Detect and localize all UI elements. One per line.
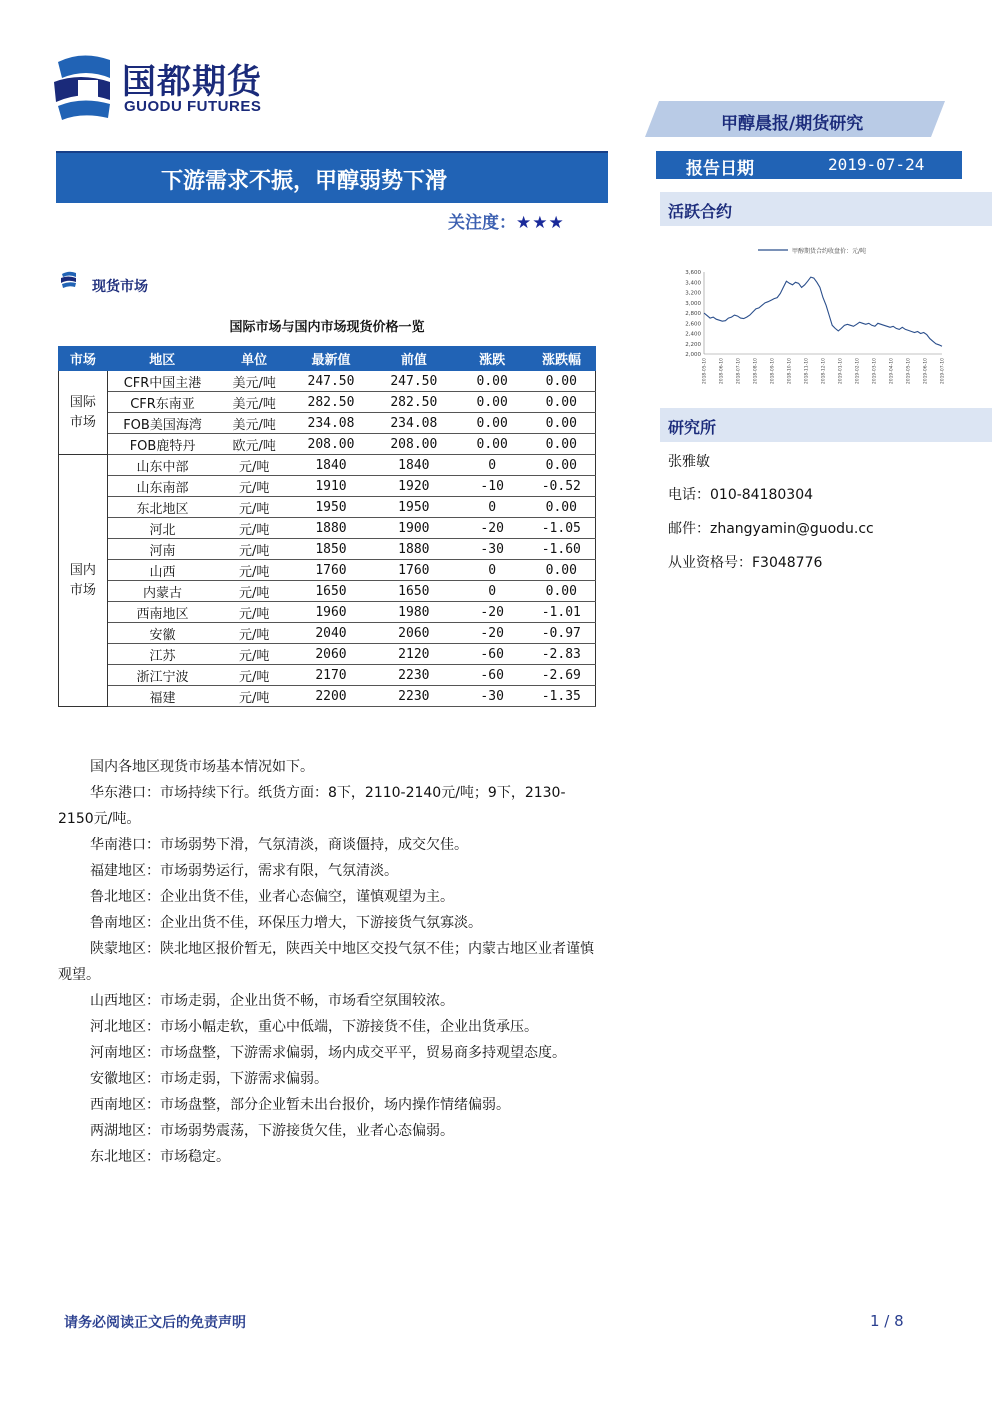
x-tick-label: 2018-12-10: [821, 358, 827, 385]
commentary-paragraph: 安徽地区：市场走弱，下游需求偏弱。: [90, 1071, 328, 1087]
x-tick-label: 2019-04-10: [889, 358, 895, 385]
column-header: 单位: [217, 347, 291, 371]
table-cell: 0.00: [457, 371, 528, 392]
researcher-name: 张雅敏: [668, 454, 710, 470]
table-row: [59, 476, 596, 497]
table-cell: 元/吨: [217, 476, 291, 497]
institute-heading: [660, 408, 992, 442]
commentary-paragraph: 西南地区：市场盘整，部分企业暂未出台报价，场内操作情绪偏弱。: [90, 1097, 510, 1113]
table-cell: -2.83: [528, 644, 596, 665]
section-logo-icon: [60, 270, 78, 288]
series-line: [704, 277, 942, 346]
column-header: 涨跌: [457, 347, 528, 371]
table-cell: 元/吨: [217, 686, 291, 707]
table-row: [59, 602, 596, 623]
table-row: [59, 434, 596, 455]
table-cell: 美元/吨: [217, 413, 291, 434]
table-cell: 0: [457, 581, 528, 602]
table-cell: 0.00: [528, 455, 596, 476]
table-body: [59, 371, 596, 707]
table-cell: 1760: [291, 560, 371, 581]
table-cell: -60: [457, 644, 528, 665]
table-cell: -30: [457, 539, 528, 560]
table-row: [59, 392, 596, 413]
table-cell: 1880: [291, 518, 371, 539]
table-cell: 东北地区: [107, 497, 217, 518]
column-header: 市场: [59, 347, 108, 371]
table-cell: 元/吨: [217, 644, 291, 665]
table-row: [59, 560, 596, 581]
y-tick-label: 3,200: [685, 290, 701, 297]
table-cell: 元/吨: [217, 602, 291, 623]
table-cell: 1840: [371, 455, 457, 476]
commentary-paragraph: 陕蒙地区：陕北地区报价暂无，陕西关中地区交投气氛不佳；内蒙古地区业者谨慎观望。: [58, 941, 594, 983]
table-cell: 2060: [291, 644, 371, 665]
table-cell: 208.00: [291, 434, 371, 455]
column-header: 地区: [107, 347, 217, 371]
commentary-paragraph: 国内各地区现货市场基本情况如下。: [90, 759, 314, 775]
table-row: [59, 497, 596, 518]
table-cell: 0: [457, 560, 528, 581]
y-tick-label: 2,800: [685, 311, 701, 317]
commentary-paragraph: 华东港口：市场持续下行。纸货方面：8下，2110-2140元/吨；9下，2130-2150元/吨。: [58, 785, 566, 827]
y-tick-label: 2,000: [685, 352, 701, 358]
page-number: 1 / 8: [870, 1312, 904, 1330]
logo-text-cn: 国都期货: [122, 62, 262, 102]
researcher-license: 从业资格号：F3048776: [668, 555, 823, 571]
x-tick-label: 2019-07-10: [940, 358, 946, 385]
table-cell: 元/吨: [217, 497, 291, 518]
table-cell: 1880: [371, 539, 457, 560]
researcher-phone: 电话：010-84180304: [668, 487, 814, 503]
table-cell: 1650: [371, 581, 457, 602]
table-cell: FOB美国海湾: [107, 413, 217, 434]
researcher-email[interactable]: 邮件：zhangyamin@guodu.cc: [668, 521, 874, 537]
table-cell: 0.00: [528, 560, 596, 581]
table-row: [59, 665, 596, 686]
table-row: [59, 371, 596, 392]
commentary-paragraph: 鲁南地区：企业出货不佳，环保压力增大，下游接货气氛寡淡。: [90, 915, 482, 931]
table-cell: -20: [457, 518, 528, 539]
chart-legend: [758, 247, 866, 255]
table-cell: -20: [457, 623, 528, 644]
y-axis: [685, 270, 942, 358]
report-date-value: 2019-07-24: [828, 155, 925, 174]
table-cell: -0.52: [528, 476, 596, 497]
table-cell: 元/吨: [217, 665, 291, 686]
x-tick-label: 2018-06-10: [719, 358, 725, 385]
table-cell: 2200: [291, 686, 371, 707]
y-tick-label: 3,000: [685, 300, 701, 307]
commentary-paragraph: 鲁北地区：企业出货不佳，业者心态偏空，谨慎观望为主。: [90, 889, 454, 905]
table-cell: 0.00: [528, 371, 596, 392]
commentary-paragraph: 两湖地区：市场弱势震荡，下游接货欠佳，业者心态偏弱。: [90, 1123, 454, 1139]
company-logo: [52, 52, 292, 122]
y-tick-label: 2,400: [685, 331, 701, 338]
table-cell: 2170: [291, 665, 371, 686]
table-cell: -30: [457, 686, 528, 707]
table-row: [59, 686, 596, 707]
table-cell: -10: [457, 476, 528, 497]
column-header: 涨跌幅: [528, 347, 596, 371]
table-cell: 0.00: [457, 392, 528, 413]
table-cell: 208.00: [371, 434, 457, 455]
table-cell: FOB鹿特丹: [107, 434, 217, 455]
table-cell: 元/吨: [217, 518, 291, 539]
y-tick-label: 2,600: [685, 321, 701, 328]
spot-price-table: [58, 346, 596, 707]
table-cell: 1900: [371, 518, 457, 539]
attention-rating: [448, 208, 565, 233]
x-tick-label: 2018-05-10: [702, 358, 708, 385]
report-type-label: 甲醇晨报/期货研究: [721, 114, 864, 134]
table-cell: -1.05: [528, 518, 596, 539]
table-row: [59, 623, 596, 644]
table-cell: 内蒙古: [107, 581, 217, 602]
table-cell: 2060: [371, 623, 457, 644]
table-cell: 1960: [291, 602, 371, 623]
x-tick-label: 2018-11-10: [804, 358, 810, 385]
table-row: [59, 455, 596, 476]
table-cell: -2.69: [528, 665, 596, 686]
table-row: [59, 518, 596, 539]
table-cell: 浙江宁波: [107, 665, 217, 686]
commentary-paragraph: 河南地区：市场盘整，下游需求偏弱，场内成交平平，贸易商多持观望态度。: [90, 1045, 566, 1061]
table-cell: CFR中国主港: [107, 371, 217, 392]
x-tick-label: 2019-02-10: [855, 358, 861, 385]
logo-mark-icon: [52, 52, 114, 122]
commentary-paragraph: 河北地区：市场小幅走软，重心中低端，下游接货不佳，企业出货承压。: [90, 1019, 538, 1035]
x-tick-label: 2018-07-10: [736, 358, 742, 385]
chart-legend-label: 甲醇期货合约收盘价：元/吨: [792, 248, 867, 255]
table-cell: 1980: [371, 602, 457, 623]
x-tick-label: 2019-03-10: [872, 358, 878, 385]
x-tick-label: 2018-10-10: [787, 358, 793, 385]
table-cell: 234.08: [371, 413, 457, 434]
institute-heading-label: 研究所: [668, 418, 717, 437]
table-cell: 2230: [371, 665, 457, 686]
title-bar: [56, 151, 608, 203]
table-cell: CFR东南亚: [107, 392, 217, 413]
table-title: 国际市场与国内市场现货价格一览: [229, 320, 425, 335]
table-cell: 282.50: [291, 392, 371, 413]
table-cell: 元/吨: [217, 539, 291, 560]
table-cell: 河北: [107, 518, 217, 539]
x-tick-label: 2019-05-10: [906, 358, 912, 385]
logo-text-en: GUODU FUTURES: [124, 98, 262, 115]
report-date-bar: [656, 151, 962, 179]
x-tick-label: 2019-01-10: [838, 358, 844, 385]
table-cell: 0: [457, 497, 528, 518]
table-cell: 2040: [291, 623, 371, 644]
table-header-row: [59, 347, 596, 371]
table-cell: 1650: [291, 581, 371, 602]
market-group-cell: 国内 市场: [59, 455, 108, 707]
table-cell: -60: [457, 665, 528, 686]
report-date-label: 报告日期: [686, 159, 754, 179]
page-title: 下游需求不振，甲醇弱势下滑: [161, 169, 448, 194]
star-icon: ★★★: [516, 213, 565, 233]
table-cell: 0.00: [528, 497, 596, 518]
table-cell: 0: [457, 455, 528, 476]
y-tick-label: 2,200: [685, 341, 701, 348]
table-cell: 山西: [107, 560, 217, 581]
table-cell: 0.00: [457, 413, 528, 434]
table-cell: 282.50: [371, 392, 457, 413]
table-cell: 1910: [291, 476, 371, 497]
table-cell: 山东中部: [107, 455, 217, 476]
commentary-paragraph: 华南港口：市场弱势下滑，气氛清淡，商谈僵持，成交欠佳。: [90, 837, 468, 853]
market-group-cell: 国际 市场: [59, 371, 108, 455]
attention-label: 关注度：: [448, 213, 516, 233]
table-cell: 0.00: [528, 581, 596, 602]
table-row: [59, 413, 596, 434]
table-cell: 元/吨: [217, 560, 291, 581]
table-cell: 河南: [107, 539, 217, 560]
table-cell: 0.00: [457, 434, 528, 455]
table-cell: 西南地区: [107, 602, 217, 623]
table-cell: 0.00: [528, 392, 596, 413]
table-cell: -0.97: [528, 623, 596, 644]
table-row: [59, 644, 596, 665]
table-cell: 1850: [291, 539, 371, 560]
column-header: 最新值: [291, 347, 371, 371]
table-cell: 元/吨: [217, 623, 291, 644]
x-tick-label: 2018-09-10: [770, 358, 776, 385]
table-cell: 美元/吨: [217, 371, 291, 392]
commentary-paragraph: 东北地区：市场稳定。: [90, 1149, 230, 1165]
table-cell: 234.08: [291, 413, 371, 434]
x-tick-label: 2018-08-10: [753, 358, 759, 385]
disclaimer-note[interactable]: 请务必阅读正文后的免责声明: [64, 1315, 246, 1331]
table-cell: 安徽: [107, 623, 217, 644]
x-tick-label: 2019-06-10: [923, 358, 929, 385]
active-contract-chart: [660, 238, 950, 390]
table-cell: -20: [457, 602, 528, 623]
table-cell: 1760: [371, 560, 457, 581]
table-cell: 福建: [107, 686, 217, 707]
table-row: [59, 581, 596, 602]
table-cell: 美元/吨: [217, 392, 291, 413]
table-cell: 1840: [291, 455, 371, 476]
market-commentary: [58, 754, 600, 1170]
report-type-banner: [645, 101, 945, 137]
table-cell: 0.00: [528, 413, 596, 434]
table-cell: 2230: [371, 686, 457, 707]
table-cell: 1950: [371, 497, 457, 518]
table-cell: 元/吨: [217, 455, 291, 476]
table-cell: 247.50: [291, 371, 371, 392]
series-layer: [704, 277, 942, 346]
column-header: 前值: [371, 347, 457, 371]
table-cell: 1920: [371, 476, 457, 497]
active-contract-heading-label: 活跃合约: [668, 202, 733, 221]
commentary-paragraph: 福建地区：市场弱势运行，需求有限，气氛清淡。: [90, 863, 398, 879]
commentary-paragraph: 山西地区：市场走弱，企业出货不畅，市场看空氛围较浓。: [90, 993, 454, 1009]
table-cell: -1.01: [528, 602, 596, 623]
table-cell: -1.35: [528, 686, 596, 707]
table-cell: -1.60: [528, 539, 596, 560]
y-tick-label: 3,600: [685, 270, 701, 276]
table-cell: 山东南部: [107, 476, 217, 497]
table-cell: 247.50: [371, 371, 457, 392]
table-cell: 江苏: [107, 644, 217, 665]
table-cell: 欧元/吨: [217, 434, 291, 455]
x-axis: [702, 358, 946, 384]
table-cell: 1950: [291, 497, 371, 518]
table-cell: 2120: [371, 644, 457, 665]
spot-market-heading: 现货市场: [92, 279, 148, 295]
table-cell: 0.00: [528, 434, 596, 455]
table-cell: 元/吨: [217, 581, 291, 602]
y-tick-label: 3,400: [685, 280, 701, 287]
table-row: [59, 539, 596, 560]
active-contract-heading: [660, 192, 992, 226]
